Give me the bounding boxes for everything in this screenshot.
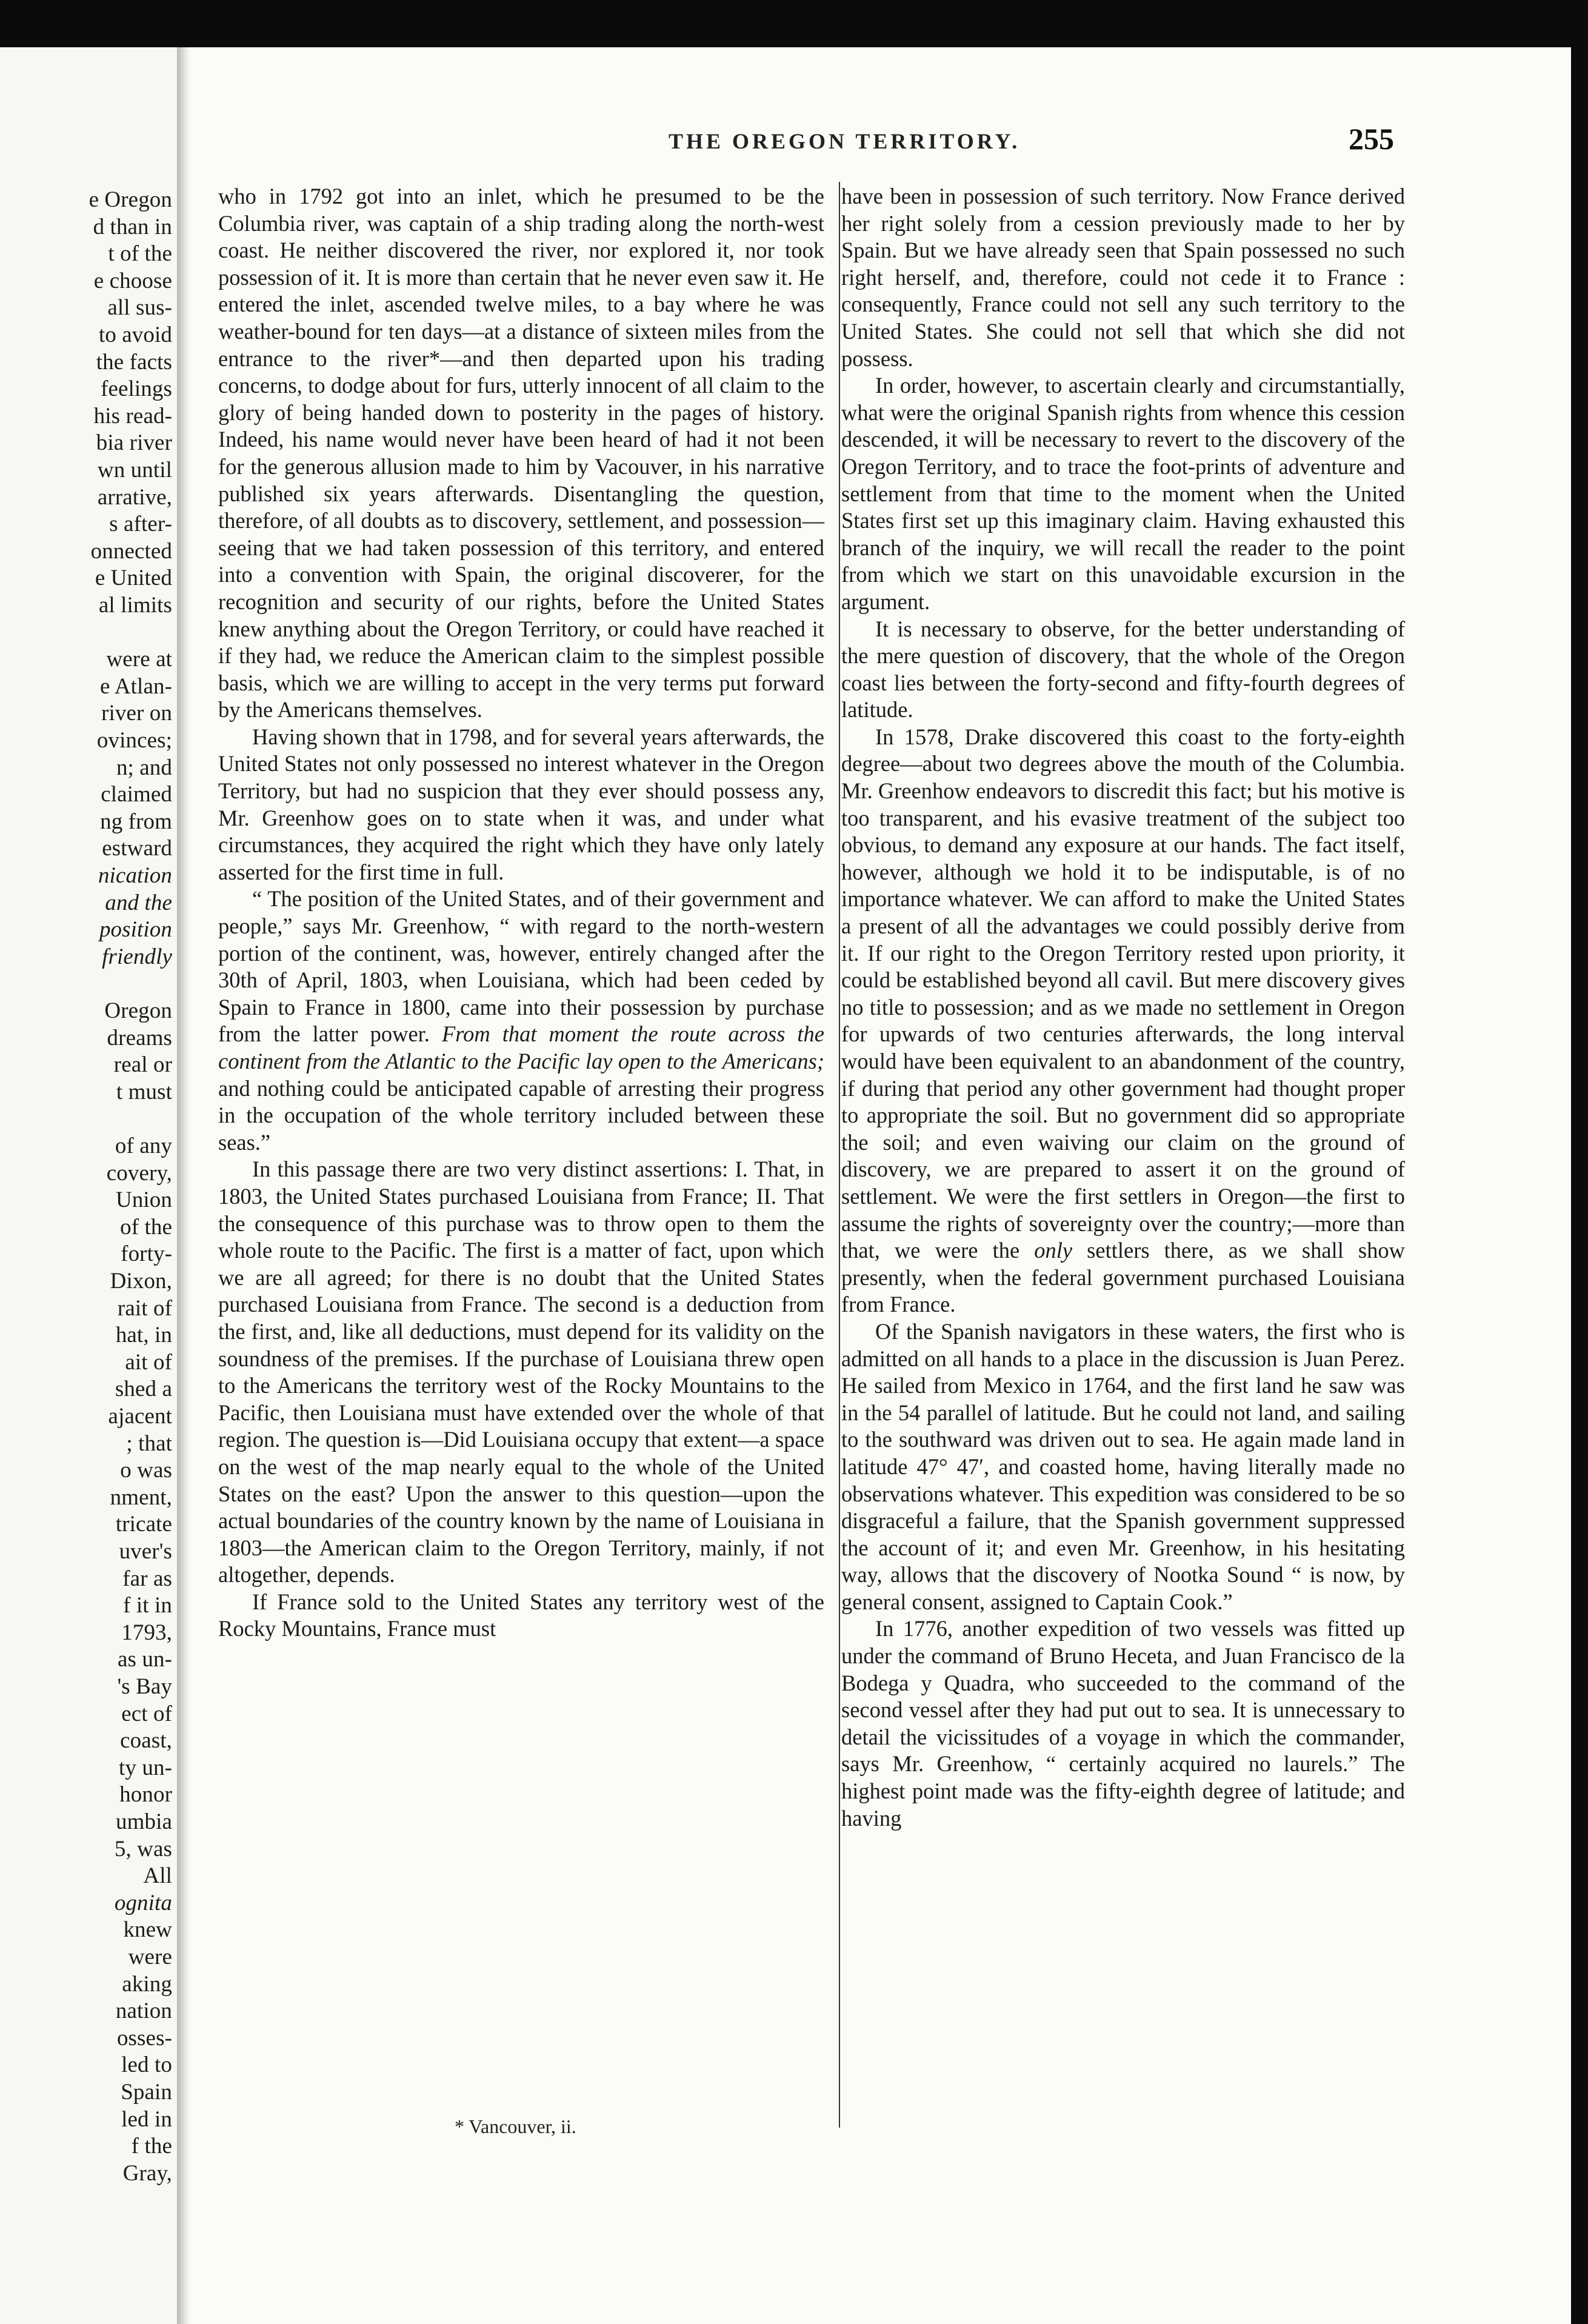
scan-border-top (0, 0, 1588, 47)
column-rule (839, 182, 840, 2128)
right-column (841, 183, 1405, 1832)
fragment-line: All (143, 1863, 172, 1889)
fragment-line: ajacent (108, 1404, 172, 1429)
paragraph: In order, however, to ascertain clearly and circumstantially, what were the original Spanish rights from whence this cession descended, it will be necessary to revert to the discovery of the Oregon Territory, and to trace the foot-prints of adventure and settlement from that time to the moment when the United States first set up this imaginary claim. Having exhausted this branch of the inquiry, we will recall the reader to the point from which we start on this unavoidable excursion in the argument. (841, 373, 1405, 614)
fragment-line: t of the (108, 241, 172, 267)
fragment-line: Spain (121, 2080, 172, 2105)
fragment-line: his read- (93, 403, 172, 429)
scan-border-right (1571, 0, 1588, 2324)
fragment-line: of any (115, 1134, 172, 1158)
fragment-line: s after- (109, 512, 172, 537)
fragment-line: ovinces; (96, 728, 172, 753)
fragment-line: estward (102, 836, 172, 861)
fragment-line: f it in (123, 1593, 172, 1618)
fragment-line: nication (98, 863, 172, 888)
fragment-line: t must (116, 1079, 172, 1104)
fragment-line: ng from (100, 809, 172, 834)
fragment-line: d than in (93, 214, 172, 239)
paragraph: It is necessary to observe, for the better understanding of the mere question of discovery, that the whole of the Oregon coast lies between the forty-second and fifty-fourth degrees of latitude. (841, 616, 1405, 723)
footnote: * Vancouver, ii. (455, 2115, 576, 2137)
fragment-line: uver's (119, 1539, 172, 1564)
fragment-line: feelings (101, 376, 172, 402)
fragment-line: o was (120, 1458, 172, 1483)
fragment-line: claimed (101, 782, 172, 807)
fragment-line: nation (115, 1998, 172, 2024)
fragment-line: tricate (115, 1512, 172, 1537)
fragment-line: friendly (102, 944, 172, 969)
fragment-line: all sus- (107, 295, 172, 321)
fragment-line: f the (131, 2134, 172, 2159)
fragment-line: osses- (116, 2025, 172, 2051)
fragment-line: and the (105, 890, 172, 915)
fragment-line: 's Bay (117, 1674, 172, 1699)
fragment-line: rait of (117, 1295, 172, 1321)
gutter-shadow (177, 47, 190, 2324)
fragment-line: position (99, 917, 172, 943)
quotation-text: “ The position of the United States, and of their government and people,” says Mr. Greenhow, “ with regard to the north-western portion of the continent, was, however, entirely changed after the 30th of April, 1803, when Louisiana, which had been ceded by Spain to France in 1800, came into their possession by purchase from the latter power. (218, 886, 824, 1047)
fragment-line: honor (119, 1782, 172, 1808)
fragment-line: Oregon (104, 998, 172, 1023)
italic-phrase: From that moment the route across the continent from the Atlantic to the Pacific lay open to the Americans; (218, 1021, 825, 1074)
paragraph: who in 1792 got into an inlet, which he presumed to be the Columbia river, was captain of a ship trading along the north-west coast. He neither discovered the river, nor explored it, nor took possession of it. It is more than certain that he never even saw it. He entered the inlet, ascended twelve miles, to a bay where he was weather-bound for ten days—at a distance of sixteen miles from the entrance to the river*—and then departed upon his trading concerns, to dodge about for furs, utterly innocent of all claim to the glory of being handed down to posterity in the pages of history. Indeed, his name would never have been heard of had it not been for the generous allusion made to him by Vacouver, in his narrative published six years afterwards. Disentangling the question, therefore, of all doubts as to discovery, settlement, and possession—seeing that we had taken possession of this territory, and entered into a convention with Spain, the original discoverer, for the recognition and security of our rights, before the United States knew anything about the Oregon Territory, or could have reached it if they had, we reduce the American claim to the simplest possible basis, which we are willing to accept in the very terms put forward by the Americans themselves. (218, 184, 824, 723)
left-column (218, 183, 824, 1643)
fragment-line: ; that (126, 1431, 172, 1456)
fragment-line: covery, (106, 1160, 172, 1186)
fragment-line: e United (95, 566, 172, 591)
paragraph: In this passage there are two very distinct assertions: I. That, in 1803, the United States purchased Louisiana from France; II. That the consequence of this purchase was to throw open to them the whole route to the Pacific. The first is a matter of fact, upon which we are all agreed; for there is no doubt that the United States purchased Louisiana from France. The second is a deduction from the first, and, like all deductions, must depend for its validity on the soundness of the premises. If the purchase of Louisiana threw open to the Americans the territory west of the Rocky Mountains to the Pacific, then Louisiana must have extended over the whole of that region. The question is—Did Louisiana occupy that extent—a space on the west of the map nearly equal to the whole of the United States on the east? Upon the answer to this question—upon the actual boundaries of the country known by the name of Louisiana in 1803—the American claim to the Oregon Territory, mainly, if not altogether, depends. (218, 1157, 824, 1588)
fragment-line: hat, in (115, 1323, 172, 1348)
fragment-line: n; and (116, 755, 172, 780)
fragment-line: shed a (115, 1377, 172, 1402)
fragment-line: e Oregon (88, 187, 172, 212)
fragment-line: river on (101, 701, 172, 726)
fragment-line: nment, (110, 1484, 172, 1510)
paragraph-text: settlers there, as we shall show presently, when the federal government purchased Louisiana from France. (841, 1238, 1405, 1317)
paragraph: In 1776, another expedition of two vessels was fitted up under the command of Bruno Heceta, and Juan Francisco de la Bodega y Quadra, who succeeded to the command of the second vessel after they had put out to sea. It is unnecessary to detail the vicissitudes of a voyage in which the commander, says Mr. Greenhow, “ certainly acquired no laurels.” The highest point made was the fifty-eighth degree of latitude; and having (841, 1616, 1405, 1831)
fragment-line: of the (120, 1214, 172, 1240)
fragment-line: led to (121, 2052, 172, 2078)
facing-page-fragment (0, 47, 177, 2324)
fragment-line: to avoid (98, 322, 172, 347)
paragraph: Of the Spanish navigators in these waters, the first who is admitted on all hands to a place in the discussion is Juan Perez. He sailed from Mexico in 1764, and the first land he saw was in the 54 parallel of latitude. But he could not land, and sailing to the southward was driven out to sea. He again made land in latitude 47° 47′, and coasted home, having literally made no observations whatever. This expedition was considered to be so disgraceful a failure, that the Spanish government suppressed the account of it; and even Mr. Greenhow, in his hesitating way, allows that the discovery of Nootka Sound “ is now, by general consent, assigned to Captain Cook.” (841, 1318, 1405, 1614)
fragment-line: wn until (97, 458, 172, 482)
running-title: THE OREGON TERRITORY. (669, 129, 1021, 153)
fragment-line: e choose (93, 268, 172, 293)
paragraph: If France sold to the United States any territory west of the Rocky Mountains, France must (218, 1589, 824, 1641)
fragment-line: the facts (96, 349, 172, 375)
fragment-line: knew (123, 1917, 172, 1943)
fragment-line: far as (122, 1566, 172, 1591)
quotation-text: and nothing could be anticipated capable of arresting their progress in the occupation of the whole territory included between these seas.” (218, 1075, 824, 1155)
fragment-line: led in (121, 2106, 172, 2132)
fragment-line: e Atlan- (100, 673, 172, 699)
paragraph: Having shown that in 1798, and for several years afterwards, the United States not only possessed no interest whatever in the Oregon Territory, but had no suspicion that they ever should possess any, Mr. Greenhow goes on to state when it was, and under what circumstances, they acquired the right which they have only lately asserted for the first time in full. (218, 724, 824, 884)
fragment-line: were at (106, 647, 172, 672)
fragment-line: al limits (98, 593, 172, 618)
fragment-line: onnected (90, 538, 172, 564)
fragment-line: ognita (114, 1890, 172, 1915)
fragment-line: Dixon, (110, 1269, 172, 1294)
fragment-line: real or (113, 1052, 172, 1078)
fragment-line: coast, (120, 1728, 172, 1754)
fragment-line: 1793, (121, 1620, 172, 1645)
paragraph: have been in possession of such territory. Now France derived her right solely from a cession previously made to her by Spain. But we have already seen that Spain possessed no such right herself, and, therefore, could not cede it to France : consequently, France could not sell any such territory to the United States. She could not sell that which she did not possess. (841, 184, 1405, 371)
paragraph (841, 724, 1405, 1318)
fragment-line: ty un- (119, 1755, 172, 1780)
fragment-line: forty- (121, 1241, 172, 1267)
fragment-line: arrative, (97, 484, 172, 510)
paragraph-quotation (218, 886, 824, 1156)
italic-word: only (1034, 1238, 1073, 1263)
fragment-line: were (128, 1945, 172, 1969)
fragment-line: Gray, (122, 2160, 172, 2186)
fragment-line: ait of (125, 1349, 172, 1375)
fragment-line: Union (116, 1187, 172, 1213)
fragment-line: ect of (121, 1701, 172, 1726)
fragment-line: aking (122, 1971, 172, 1997)
fragment-line: umbia (116, 1809, 172, 1834)
page-number: 255 (1349, 122, 1394, 156)
fragment-line: as un- (118, 1647, 172, 1672)
paragraph-text: In 1578, Drake discovered this coast to the forty-eighth degree—about two degrees above the mouth of the Columbia. Mr. Greenhow endeavors to discredit this fact; but his motive is too transparent, and his evasive treatment of the subject too obvious, to demand any exposure at our hands. The fact itself, however, although we hold it to be indisputable, is of no importance whatever. We can afford to make the United States a present of all the advantages we could possibly derive from it. If our right to the Oregon Territory rested upon priority, it could be established beyond all cavil. But mere discovery gives no title to possession; and as we made no settlement in Oregon for upwards of two centuries afterwards, the long interval would have been equivalent to an abandonment of the country, if during that period any other government had thought proper to appropriate the soil. But no government did so appropriate the soil; and even waiving our claim on the ground of discovery, we are prepared to assert it on the ground of settlement. We were the first settlers in Oregon—the first to assume the rights of sovereignty over the country;—more than that, we were the (841, 724, 1405, 1263)
fragment-line: bia river (96, 430, 172, 456)
fragment-line: 5, was (114, 1836, 172, 1862)
fragment-line: dreams (107, 1025, 172, 1050)
